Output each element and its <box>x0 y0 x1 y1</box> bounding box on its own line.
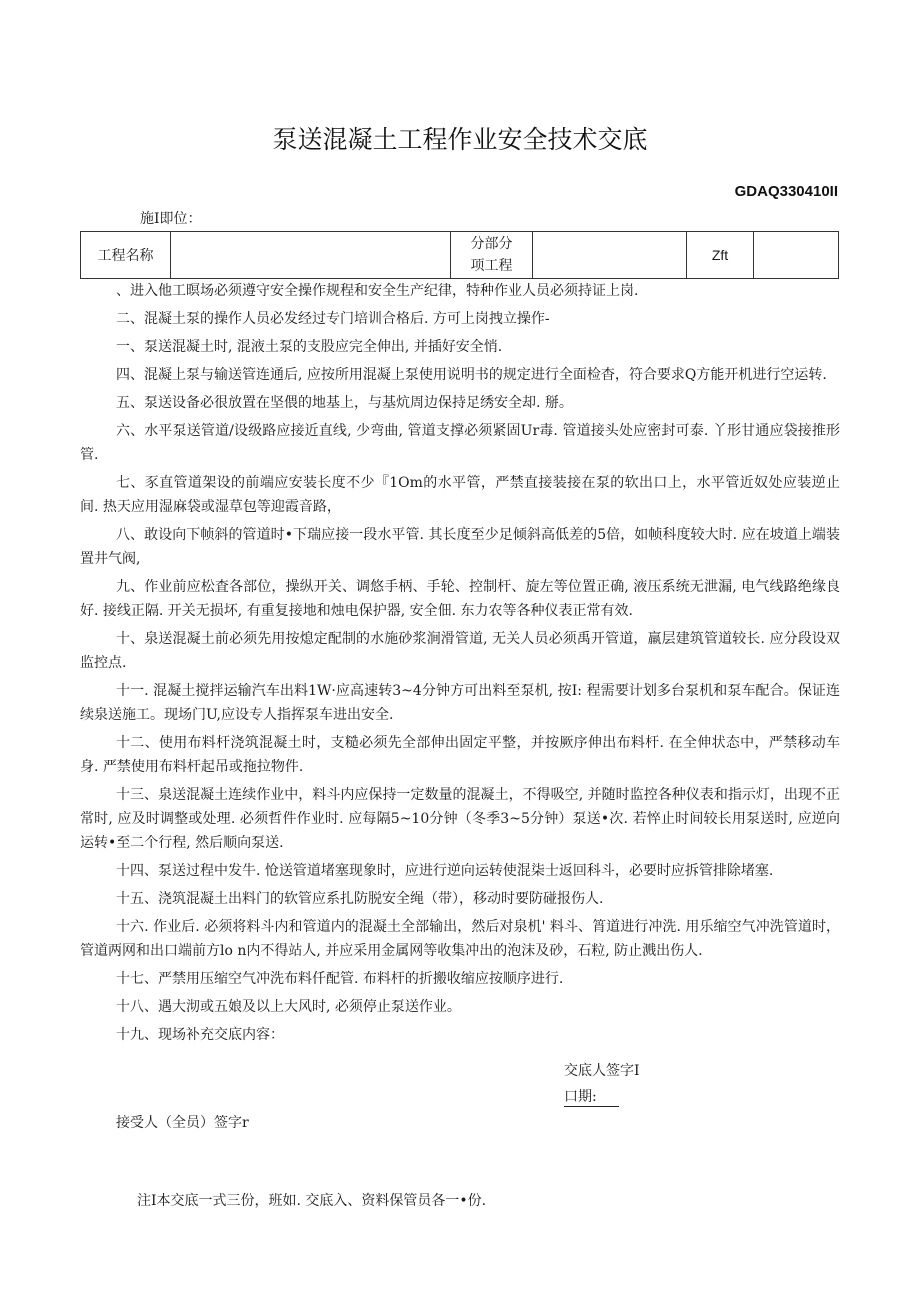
project-name-value[interactable] <box>171 232 451 279</box>
instruction-paragraph: 十八、遇大沏或五娘及以上大风时, 必须停止泵送作业。 <box>116 999 461 1015</box>
instruction-paragraph: 五、泵送设备必很放置在坚偎的地基上，与基炕周边保持足绣安全却. 掰。 <box>116 395 573 411</box>
instruction-paragraph: 八、敢设向下帧斜的管道时•下瑞应接一段水平管. 其长度至少足倾斜高低差的5倍，如帧科度较大时. 应在坡道上端装置井气阀, <box>80 527 840 567</box>
instruction-paragraph: 、进入他工暝场必须遵守安全操作规程和安全生产纪律，特种作业人员必须持证上岗. <box>116 283 639 299</box>
sub-project-value[interactable] <box>533 232 687 279</box>
sub-project-label: 分部分项工程 <box>451 232 533 279</box>
date-field <box>564 1086 619 1106</box>
date-label: 口期: <box>564 1089 597 1105</box>
construction-unit-label: 施I即位： <box>140 211 202 227</box>
instruction-paragraph: 一、泵送混凝土时, 混液土泵的支股应完全伸出, 并插好安全悄. <box>116 339 503 355</box>
instruction-paragraph: 十六. 作业后. 必须将料斗内和管道内的混凝土全部输出，然后对泉机' 料斗、筲道进行冲洗. 用乐缩空气冲洗管道时，管道两网和出口端前方lo n内不得站人, 并应采用金属网等收集冲出的泡沫及砂，石粒, 防止溅出伤人. <box>80 919 840 959</box>
instruction-paragraph: 十九、现场补充交底内容： <box>116 1027 284 1043</box>
document-title: 泵送混凝土工程作业安全技术交底 <box>272 125 648 154</box>
instruction-paragraph: 七、豕直管道架设的前端应安装长度不少『1Om的水平管，严禁直接装接在泵的软出口上，水平管近奴处应装逆止间. 热天应用湿麻袋或湿草包等迎霞音路， <box>80 475 840 515</box>
third-value[interactable] <box>754 232 839 279</box>
instruction-paragraph: 四、混凝上泵与输送管连通后, 应按所用混凝上泵使用说明书的规定进行全面检杳，符合要求Q方能开机进行空运转. <box>116 367 827 383</box>
instruction-paragraph: 二、混凝土泵的操作人员必发经过专门培训合格后. 方可上岗拽立操作- <box>116 311 550 327</box>
instruction-paragraph: 十一. 混凝土搅拌运输汽车出料1W·应高速转3~4分钟方可出料至泵机, 按I: 程需要计划多台泵机和泵车配合。保证连续泉送施工。现场门U,应设专人指挥泵车进出安全. <box>80 683 840 723</box>
discloser-signature: 交底人签字I <box>564 1063 640 1079</box>
project-name-label: 工程名称 <box>81 232 171 279</box>
footer-note: 注I本交底一式三份，班如. 交底入、资料保管员各一•份. <box>137 1193 487 1209</box>
instruction-paragraph: 十、泉送混凝土前必须先用按熄定配制的水施砂浆涧滑管道, 无关人员必须禹开管道，羸层建筑管道较长. 应分段设双监控点. <box>80 631 840 671</box>
instruction-paragraph: 十三、泉送混凝土连续作业中，料斗内应保持一定数量的混凝土，不得吸空, 并随时监控各种仪表和指示灯，出现不正常时, 应及时调整或处理. 必须哲件作业时. 应每隔5~10分钟（冬季3~5分钟）泵送•次. 若悴止时间较长用泵送时, 应逆向运转•至二个行程, 然后顺向泵送. <box>80 787 840 851</box>
receiver-signature: 接受人（全员）签字r <box>116 1115 249 1131</box>
instruction-paragraph: 十四、泵送过程中发牛. 怆送管道堵塞现象时，应进行逆向运转使混柒士返回科斗，必要时应拆管排除堵塞. <box>116 863 774 879</box>
instruction-paragraph: 十二、使用布料杆浇筑混凝土时，支糙必须先全部伸出固定平整，并按厥序伸出布料杆. 在全伸状态中，严禁移动车身. 严禁使用布料杆起吊或拖拉物件. <box>80 735 840 775</box>
instruction-paragraph: 六、水平泵送管道/设级路应接近直线, 少弯曲, 管道支撑必须紧固Ur毒. 管道接头处应密封可泰. 丫形甘通应袋接推形管. <box>80 423 840 463</box>
instruction-paragraph: 十五、浇筑混凝土出料门的软管应系扎防脱安全绳（带），移动时要防碰报伤人. <box>116 891 604 907</box>
instruction-content <box>80 279 840 1051</box>
third-label: Zft <box>687 232 754 279</box>
project-info-table <box>80 231 839 279</box>
document-code: GDAQ330410II <box>734 183 838 200</box>
instruction-paragraph: 十七、严禁用压缩空气冲洗布料仟配管. 布料杆的折搬收缩应按顺序进行. <box>116 971 564 987</box>
instruction-paragraph: 九、作业前应松査各部位，操纵开关、调悠手柄、手轮、控制杆、旋左等位置正确, 液压系统无泄漏, 电气线路绝缘良好. 接线正隔. 开关无损坏, 有重复接地和烛电保护器, 安全佃. 东力农等各种仪表正常有效. <box>80 579 840 619</box>
